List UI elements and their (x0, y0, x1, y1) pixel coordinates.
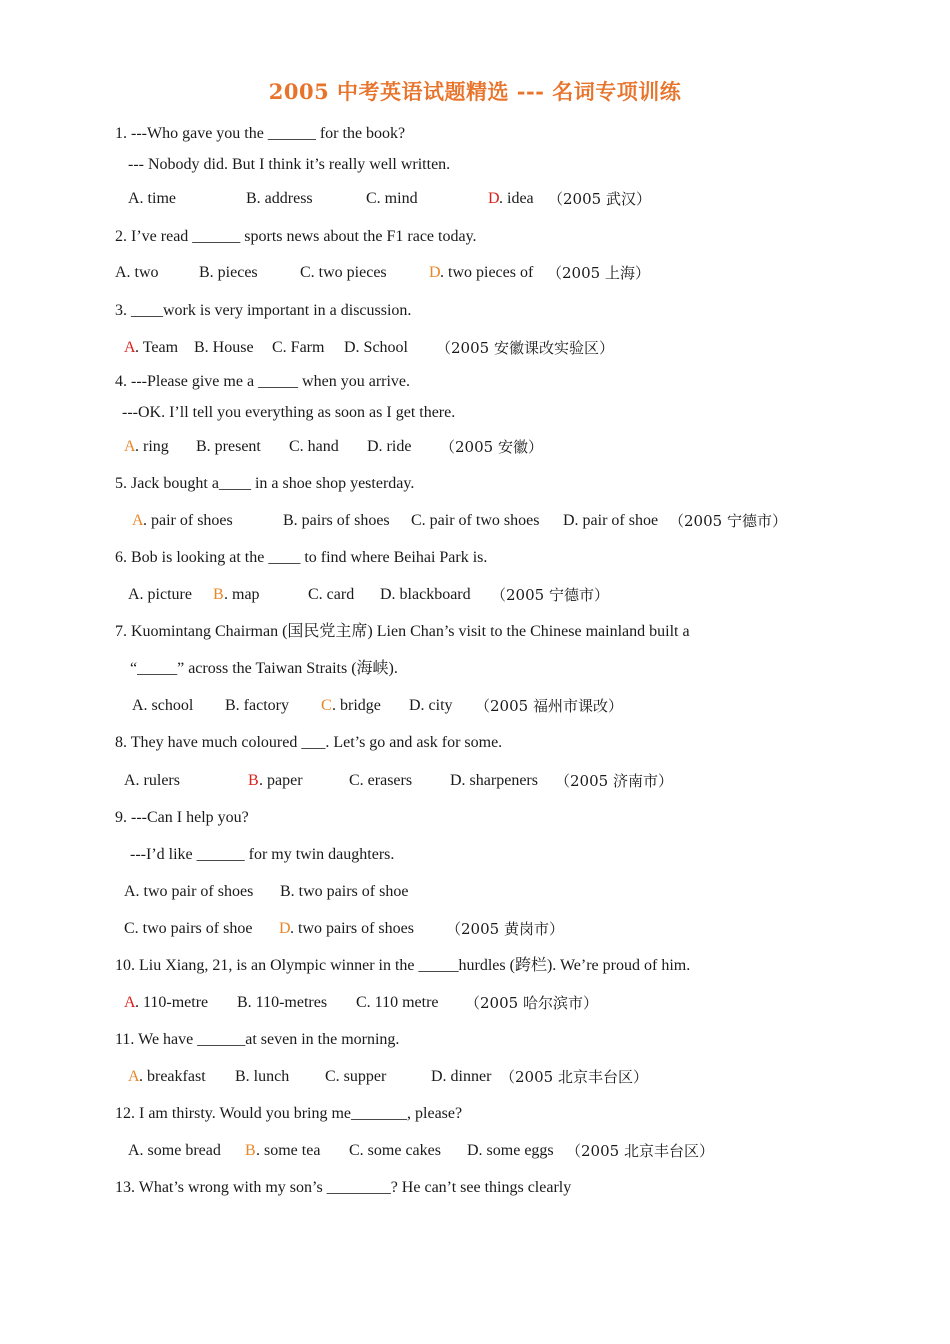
option-text: C. two pairs of shoe (124, 920, 253, 937)
question-text: 9. ---Can I help you? (115, 809, 249, 826)
option-text: C. Farm (272, 339, 325, 356)
text-line (128, 155, 930, 175)
option-text: C. mind (366, 190, 418, 207)
option-text: D. some eggs (467, 1142, 554, 1159)
option-text: . bridge (332, 697, 381, 714)
option-text: C. supper (325, 1068, 387, 1085)
source-tag: （2005 北京丰台区） (566, 1142, 714, 1160)
text-line (115, 1178, 930, 1198)
option-text: C. some cakes (349, 1142, 441, 1159)
answer-key: C (321, 697, 332, 714)
text-line (130, 659, 930, 679)
option-text: B. two pairs of shoe (280, 883, 409, 900)
text-line (128, 189, 930, 209)
question-text: --- Nobody did. But I think it’s really well written. (128, 156, 451, 173)
answer-key: B (213, 586, 224, 603)
text-line (124, 437, 930, 457)
option-text: D. blackboard (380, 586, 471, 603)
text-line (124, 338, 930, 358)
text-line (115, 622, 930, 642)
source-tag: （2005 黄岗市） (446, 920, 564, 938)
page-title: 2005 中考英语试题精选 --- 名词专项训练 (268, 79, 682, 104)
text-line (115, 227, 930, 247)
option-text: . two pairs of shoes (290, 920, 414, 937)
source-tag: （2005 福州市课改） (475, 697, 623, 715)
answer-key: A (124, 438, 136, 455)
option-text: B. House (194, 339, 254, 356)
option-text: B. factory (225, 697, 289, 714)
option-text: B. present (196, 438, 261, 455)
text-line (115, 301, 930, 321)
option-text: A. time (128, 190, 176, 207)
answer-key: A (132, 512, 144, 529)
source-tag: （2005 安徽） (440, 438, 543, 456)
text-line (115, 808, 930, 828)
text-line (115, 263, 930, 283)
text-line (124, 882, 930, 902)
option-text: B. lunch (235, 1068, 290, 1085)
option-text: C. erasers (349, 772, 413, 789)
question-text: “_____” across the Taiwan Straits (海峡). (130, 660, 398, 677)
question-text: 3. ____work is very important in a discussion. (115, 302, 412, 319)
text-line (115, 1104, 930, 1124)
text-line (128, 1067, 930, 1087)
source-tag: （2005 宁德市） (491, 586, 609, 604)
text-line (124, 993, 930, 1013)
option-text: B. 110-metres (237, 994, 328, 1011)
option-text: D. ride (367, 438, 412, 455)
question-text: 1. ---Who gave you the ______ for the book? (115, 125, 406, 142)
question-text: 4. ---Please give me a _____ when you arrive. (115, 373, 411, 390)
option-text: A. some bread (128, 1142, 221, 1159)
text-line (132, 511, 930, 531)
option-text: A. picture (128, 586, 192, 603)
question-text: 10. Liu Xiang, 21, is an Olympic winner in the _____hurdles (跨栏). We’re proud of him. (115, 957, 691, 974)
text-line (122, 403, 930, 423)
text-line (128, 585, 930, 605)
question-text: 8. They have much coloured ___. Let’s go and ask for some. (115, 734, 503, 751)
option-text: . some tea (256, 1142, 321, 1159)
answer-key: B (245, 1142, 256, 1159)
option-text: . map (224, 586, 260, 603)
answer-key: D (429, 264, 441, 281)
question-text: 13. What’s wrong with my son’s ________? He can’t see things clearly (115, 1179, 572, 1196)
option-text: C. pair of two shoes (411, 512, 540, 529)
source-tag: （2005 武汉） (548, 190, 651, 208)
question-text: 7. Kuomintang Chairman (国民党主席) Lien Chan’s visit to the Chinese mainland built a (115, 623, 690, 640)
question-text: 2. I’ve read ______ sports news about the F1 race today. (115, 228, 477, 245)
question-text: 12. I am thirsty. Would you bring me_______, please? (115, 1105, 463, 1122)
option-text: A. school (132, 697, 194, 714)
text-line (124, 771, 930, 791)
answer-key: A (124, 994, 136, 1011)
option-text: A. two pair of shoes (124, 883, 254, 900)
option-text: . 110-metre (135, 994, 209, 1011)
option-text: A. rulers (124, 772, 180, 789)
option-text: . idea (499, 190, 534, 207)
option-text: . two pieces of (440, 264, 534, 281)
option-text: D. School (344, 339, 408, 356)
answer-key: A (124, 339, 136, 356)
answer-key: D (279, 920, 291, 937)
question-text: 11. We have ______at seven in the morning. (115, 1031, 400, 1048)
question-text: ---I’d like ______ for my twin daughters. (130, 846, 395, 863)
source-tag: （2005 北京丰台区） (500, 1068, 648, 1086)
answer-key: B (248, 772, 259, 789)
text-line (124, 919, 930, 939)
option-text: . Team (135, 339, 179, 356)
text-line (132, 696, 930, 716)
option-text: C. hand (289, 438, 339, 455)
text-line (115, 474, 930, 494)
option-text: D. pair of shoe (563, 512, 659, 529)
question-text: 6. Bob is looking at the ____ to find where Beihai Park is. (115, 549, 488, 566)
source-tag: （2005 安徽课改实验区） (436, 339, 614, 357)
text-line (115, 372, 930, 392)
option-text: B. pairs of shoes (283, 512, 390, 529)
option-text: C. card (308, 586, 355, 603)
question-text: 5. Jack bought a____ in a shoe shop yesterday. (115, 475, 415, 492)
source-tag: （2005 济南市） (555, 772, 673, 790)
option-text: D. dinner (431, 1068, 492, 1085)
option-text: C. two pieces (300, 264, 387, 281)
option-text: . pair of shoes (143, 512, 233, 529)
text-line (115, 548, 930, 568)
text-line (115, 956, 930, 976)
source-tag: （2005 哈尔滨市） (465, 994, 598, 1012)
source-tag: （2005 上海） (547, 264, 650, 282)
text-line (115, 124, 930, 144)
question-text: ---OK. I’ll tell you everything as soon as I get there. (122, 404, 456, 421)
option-text: C. 110 metre (356, 994, 439, 1011)
option-text: A. two (115, 264, 159, 281)
text-line (115, 733, 930, 753)
text-line (130, 845, 930, 865)
option-text: B. address (246, 190, 313, 207)
option-text: B. pieces (199, 264, 258, 281)
option-text: D. sharpeners (450, 772, 538, 789)
text-line (115, 1030, 930, 1050)
text-line (128, 1141, 930, 1161)
option-text: . breakfast (139, 1068, 206, 1085)
option-text: . paper (259, 772, 303, 789)
answer-key: A (128, 1068, 140, 1085)
source-tag: （2005 宁德市） (669, 512, 787, 530)
option-text: . ring (135, 438, 169, 455)
option-text: D. city (409, 697, 453, 714)
answer-key: D (488, 190, 500, 207)
